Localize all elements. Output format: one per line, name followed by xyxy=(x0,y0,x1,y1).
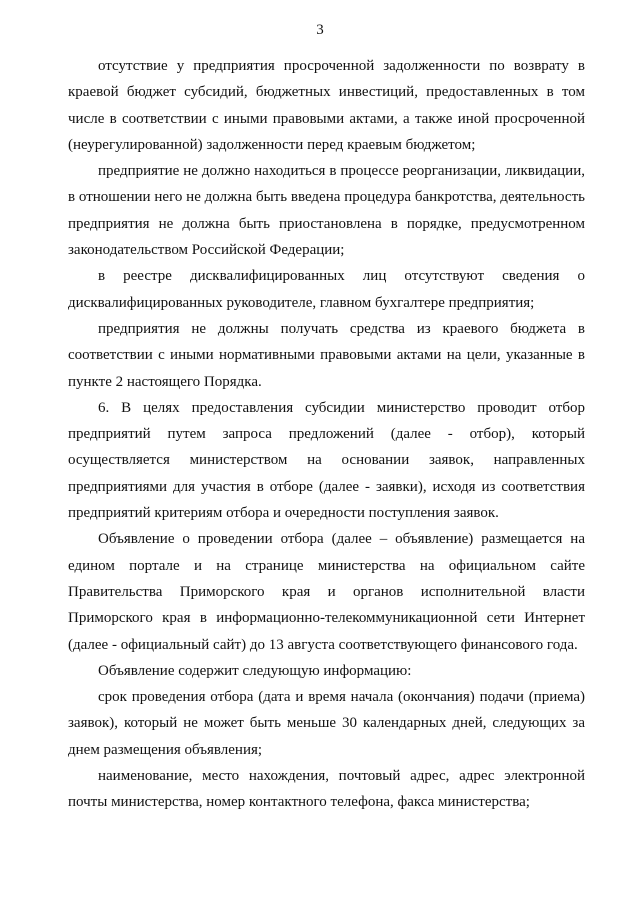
paragraph: предприятия не должны получать средства из краевого бюджета в соответствии с иными нормативными правовыми актами на цели, указанные в пункте 2 настоящего Порядка. xyxy=(68,320,585,390)
paragraph: Объявление содержит следующую информацию: xyxy=(98,662,412,679)
paragraph: срок проведения отбора (дата и время начала (окончания) подачи (приема) заявок), который не может быть меньше 30 календарных дней, следующих за днем размещения объявления; xyxy=(68,689,585,758)
paragraph: 6. В целях предоставления субсидии министерство проводит отбор предприятий путем запроса предложений (далее - отбор), который осуществляется министерством на основании заявок, направленных предприятиями для участия в отборе (далее - заявки), исходя из соответствия предприятий критериям отбора и очередности поступления заявок. xyxy=(68,399,585,522)
paragraph: в реестре дисквалифицированных лиц отсутствуют сведения о дисквалифицированных руководителе, главном бухгалтере предприятия; xyxy=(68,268,585,311)
paragraph: наименование, место нахождения, почтовый адрес, адрес электронной почты министерства, номер контактного телефона, факса министерства; xyxy=(68,768,585,811)
paragraph: Объявление о проведении отбора (далее – объявление) размещается на едином портале и на странице министерства на официальном сайте Правительства Приморского края и органов исполнительной власти Приморского края в информационно-телекоммуникационной сети Интернет (далее - официальный сайт) до 13 августа соответствующего финансового года. xyxy=(68,531,585,653)
paragraph: отсутствие у предприятия просроченной задолженности по возврату в краевой бюджет субсидий, бюджетных инвестиций, предоставленных в том числе в соответствии с иными правовыми актами, а также иной просроченной (неурегулированной) задолженности перед краевым бюджетом; xyxy=(68,58,585,153)
paragraph: предприятие не должно находиться в процессе реорганизации, ликвидации, в отношении него не должна быть введена процедура банкротства, деятельность предприятия не должна быть приостановлена в порядке, предусмотренном законодательством Российской Федерации; xyxy=(68,163,585,259)
page-number: 3 xyxy=(316,22,324,38)
document-body xyxy=(68,53,585,816)
